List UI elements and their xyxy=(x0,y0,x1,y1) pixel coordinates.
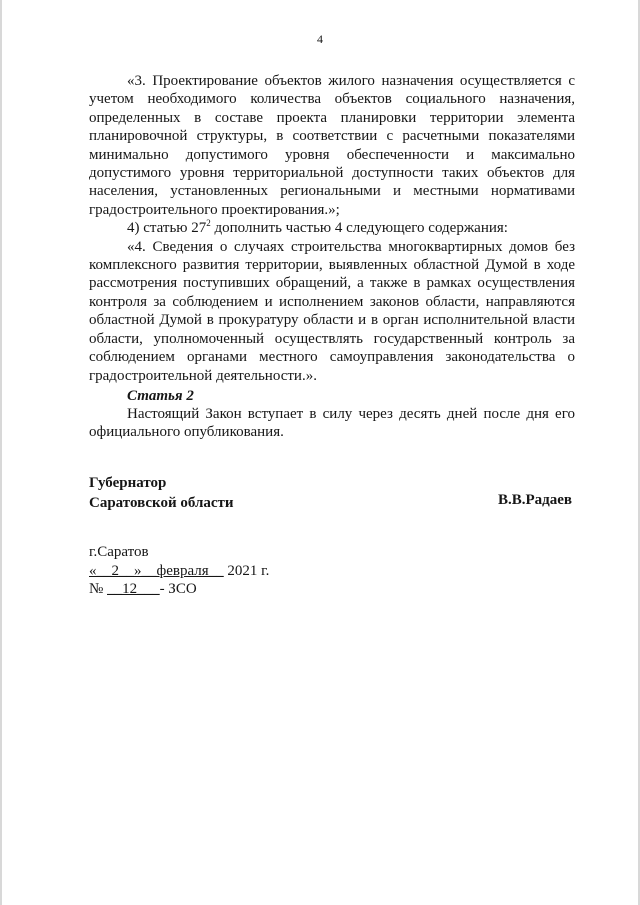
date-day: __2__ xyxy=(96,562,134,579)
signature-title-line2: Саратовской области xyxy=(89,495,234,511)
paragraph-3-text: «3. Проектирование объектов жилого назначения осуществляется с учетом необходимого количества объектов социального назначения, определенных в составе проекта планировки территории элемента планировочной структуры, в соответствии с расчетными показателями минимально допустимого уровня обеспеченности и максимально допустимого уровня территориальной доступности таких объектов для населения, установленных региональными и местными нормативами градостроительного проектирования.»; xyxy=(89,73,575,218)
date-month: __февраля__ xyxy=(141,562,224,579)
amendment-item-4-end: дополнить частью 4 следующего содержания: xyxy=(210,220,508,237)
city: г.Саратов xyxy=(89,544,149,560)
date-mid: » xyxy=(134,562,142,579)
number-suffix: - ЗСО xyxy=(159,581,197,597)
date-line xyxy=(89,562,269,581)
place-and-date xyxy=(89,543,269,599)
paragraph-4-text: «4. Сведения о случаях строительства многоквартирных домов без комплексного развития территории, выявленных областной Думой в ходе рассмотрения поступивших обращений, а также в рамках осуществления контроля за соблюдением и исполнением законов области, направляются областной Думой в прокуратуру области и в орган исполнительной власти области, уполномоченный осуществлять государственный контроль за соблюдением органами местного самоуправления законодательства о градостроительной деятельности.». xyxy=(89,238,575,384)
signature-title-line1: Губернатор xyxy=(89,475,167,491)
amendments-text xyxy=(89,72,575,385)
law-number: __12___ xyxy=(107,581,160,597)
article-2-text: Настоящий Закон вступает в силу через десять дней после дня его официального опубликования. xyxy=(89,406,575,441)
amendment-item-4 xyxy=(89,219,575,237)
page-number: 4 xyxy=(317,32,323,46)
signatory-name: В.В.Радаев xyxy=(498,492,573,508)
article-superscript: 2 xyxy=(206,218,211,229)
article-2-heading: Статья 2 xyxy=(127,388,194,404)
signature-title xyxy=(89,473,234,513)
date-year: 2021 г. xyxy=(223,562,270,579)
amendment-item-4-start: 4) статью 27 xyxy=(127,220,207,237)
scan-edge-left xyxy=(0,0,2,905)
number-line xyxy=(89,580,269,599)
date-open: « xyxy=(89,562,97,579)
article-2-text-block xyxy=(89,405,575,442)
number-prefix: № xyxy=(89,581,108,597)
